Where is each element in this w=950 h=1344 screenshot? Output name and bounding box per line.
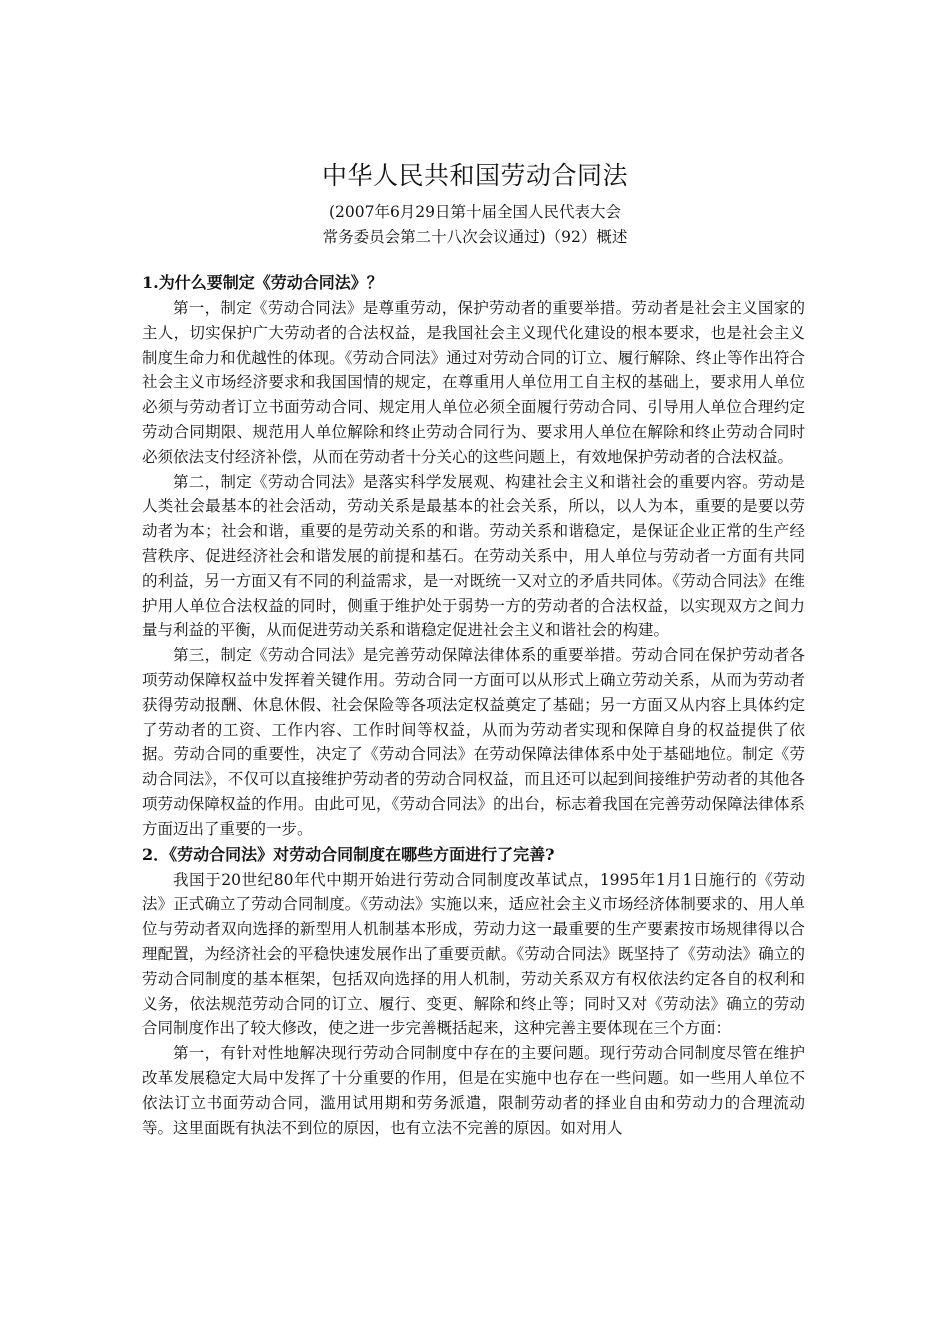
paragraph: 第一，有针对性地解决现行劳动合同制度中存在的主要问题。现行劳动合同制度尽管在维护改革发展稳定大局中发挥了十分重要的作用，但是在实施中也存在一些问题。如一些用人单位不依法订立书面劳动合同，滥用试用期和劳务派遣，限制劳动者的择业自由和劳动力的合理流动等。这里面既有执法不到位的原因，也有立法不完善的原因。如对用人 [142,1044,805,1137]
section-why-enact [142,270,805,842]
paragraph: 第二，制定《劳动合同法》是落实科学发展观、构建社会主义和谐社会的重要内容。劳动是人类社会最基本的社会活动，劳动关系是最基本的社会关系，所以，以人为本，重要的是要以劳动者为本；社会和谐，重要的是劳动关系的和谐。劳动关系和谐稳定，是保证企业正常的生产经营秩序、促进经济社会和谐发展的前提和基石。在劳动关系中，用人单位与劳动者一方面有共同的利益，另一方面又有不同的利益需求，是一对既统一又对立的矛盾共同体。《劳动合同法》在维护用人单位合法权益的同时，侧重于维护处于弱势一方的劳动者的合法权益，以实现双方之间力量与利益的平衡，从而促进劳动关系和谐稳定促进社会主义和谐社会的构建。 [142,472,805,640]
section-heading: 2．《劳动合同法》对劳动合同制度在哪些方面进行了完善? [142,844,555,864]
section-heading: 1.为什么要制定《劳动合同法》？ [142,273,383,292]
paragraph: 我国于20世纪80年代中期开始进行劳动合同制度改革试点，1995年1月1日施行的《劳动法》正式确立了劳动合同制度。《劳动法》实施以来，适应社会主义市场经济体制要求的、用人单位与劳动者双向选择的新型用人机制基本形成，劳动力这一最重要的生产要素按市场规律得以合理配置，为经济社会的平稳快速发展作出了重要贡献。《劳动合同法》既坚持了《劳动法》确立的劳动合同制度的基本框架，包括双向选择的用人机制，劳动关系双方有权依法约定各自的权利和义务，依法规范劳动合同的订立、履行、变更、解除和终止等；同时又对《劳动法》确立的劳动合同制度作出了较大修改，使之进一步完善概括起来，这种完善主要体现在三个方面： [142,870,805,1038]
paragraph: 第三，制定《劳动合同法》是完善劳动保障法律体系的重要举措。劳动合同在保护劳动者各项劳动保障权益中发挥着关键作用。劳动合同一方面可以从形式上确立劳动关系，从而为劳动者获得劳动报酬、休息休假、社会保险等各项法定权益奠定了基础；另一方面又从内容上具体约定了劳动者的工资、工作内容、工作时间等权益，从而为劳动者实现和保障自身的权益提供了依据。劳动合同的重要性，决定了《劳动合同法》在劳动保障法律体系中处于基础地位。制定《劳动合同法》，不仅可以直接维护劳动者的劳动合同权益，而且还可以起到间接维护劳动者的其他各项劳动保障权益的作用。由此可见，《劳动合同法》的出台，标志着我国在完善劳动保障法律体系方面迈出了重要的一步。 [142,646,805,838]
paragraph: 第一，制定《劳动合同法》是尊重劳动，保护劳动者的重要举措。劳动者是社会主义国家的主人，切实保护广大劳动者的合法权益，是我国社会主义现代化建设的根本要求，也是社会主义制度生命力和优越性的体现。《劳动合同法》通过对劳动合同的订立、履行解除、终止等作出符合社会主义市场经济要求和我国国情的规定，在尊重用人单位用工自主权的基础上，要求用人单位必须与劳动者订立书面劳动合同、规定用人单位必须全面履行劳动合同、引导用人单位合理约定劳动合同期限、规范用人单位解除和终止劳动合同行为、要求用人单位在解除和终止劳动合同时必须依法支付经济补偿，从而在劳动者十分关心的这些问题上，有效地保护劳动者的合法权益。 [142,299,805,466]
subtitle-line: (2007年6月29日第十届全国人民代表大会 [328,203,622,221]
document-subtitle [0,200,950,250]
section-improvements [142,842,805,1141]
subtitle-line: 常务委员会第二十八次会议通过)（92）概述 [322,228,628,246]
document-body [142,270,805,1140]
document-title: 中华人民共和国劳动合同法 [321,161,628,190]
